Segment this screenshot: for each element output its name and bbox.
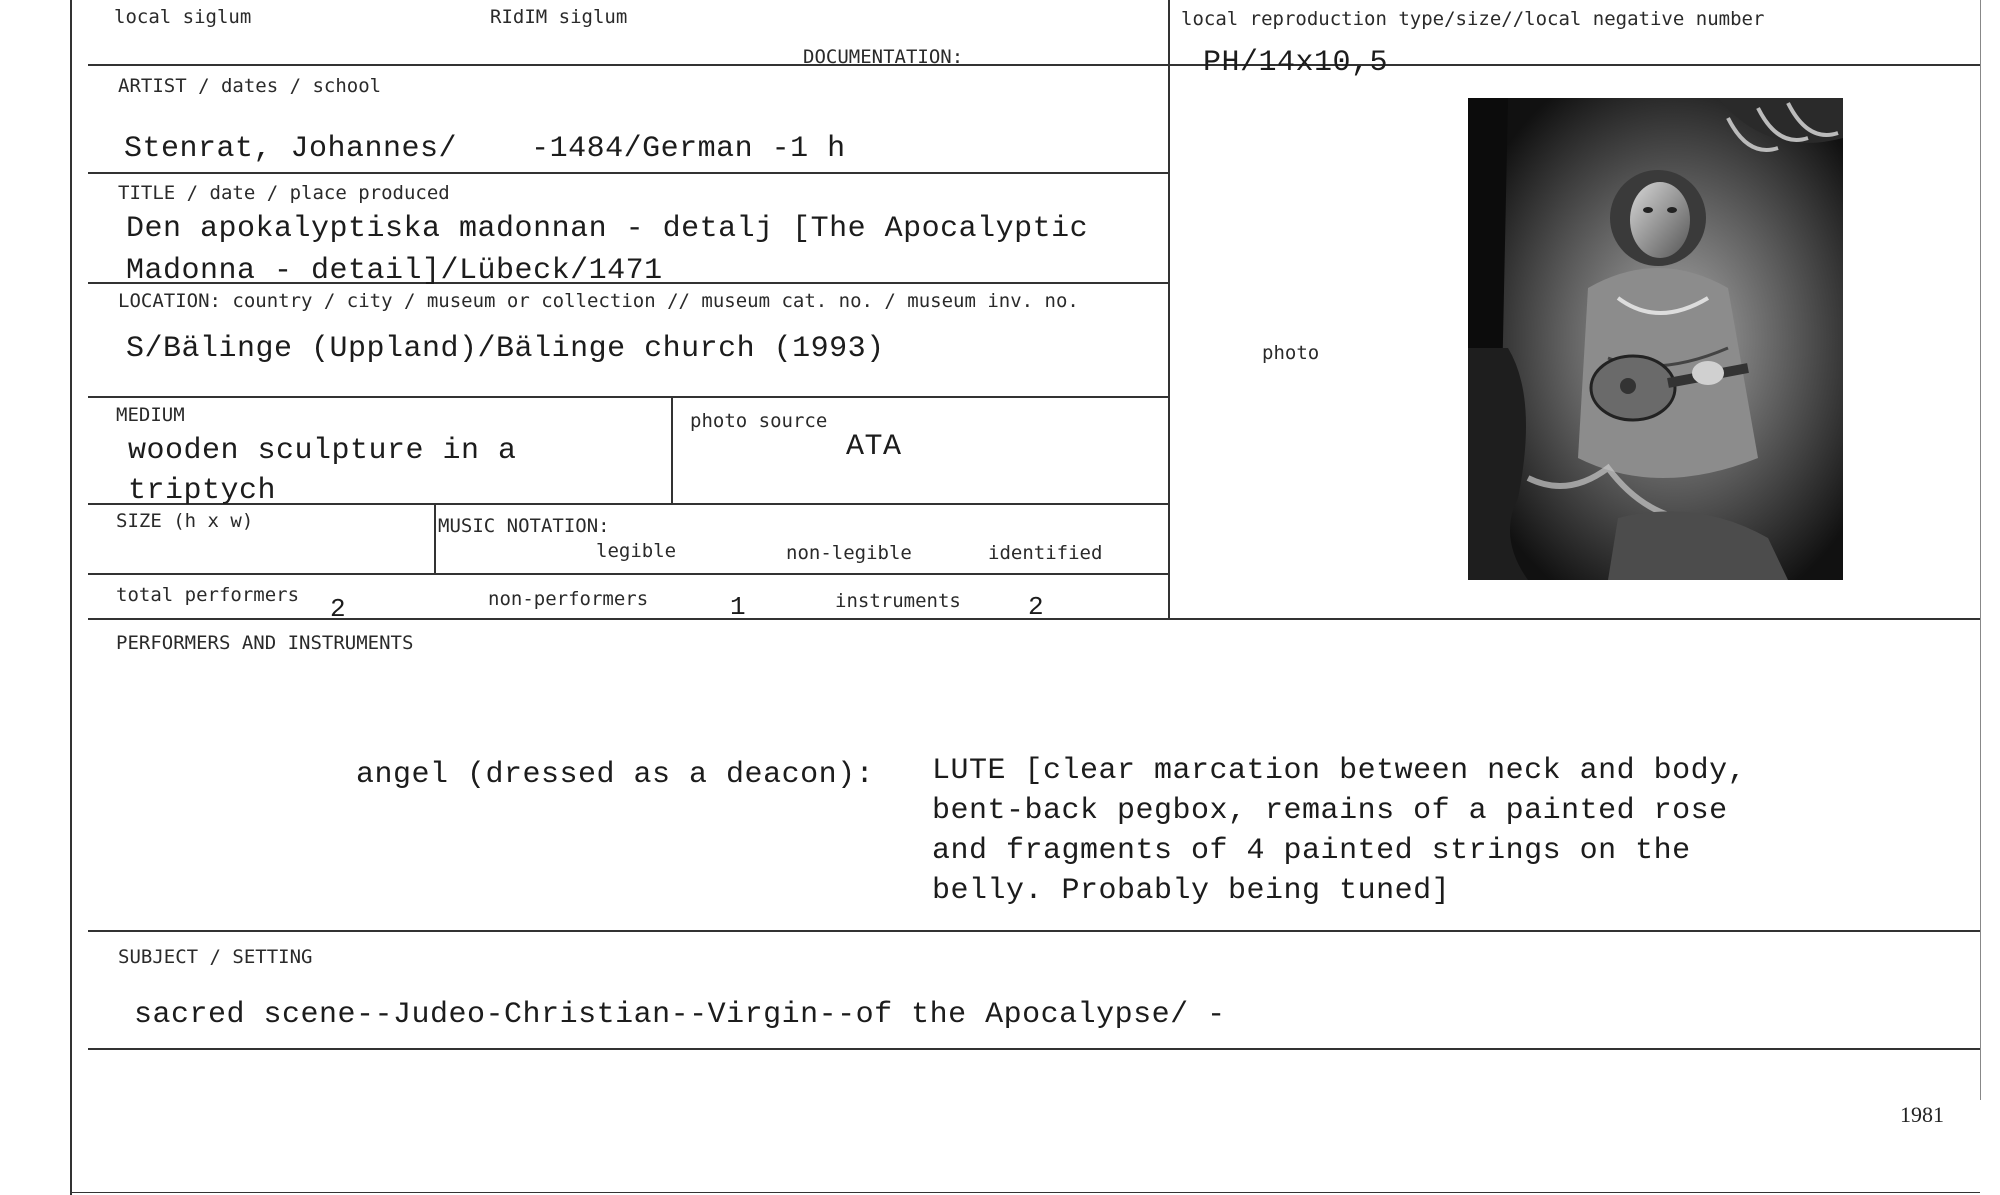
- artist-value: Stenrat, Johannes/ -1484/German -1 h: [124, 132, 846, 166]
- location-label: LOCATION: country / city / museum or collection // museum cat. no. / museum inv. no.: [118, 290, 1079, 312]
- total-performers-value: 2: [330, 594, 347, 624]
- title-line-1: Den apokalyptiska madonnan - detalj [The Apocalyptic: [126, 212, 1089, 246]
- title-line-2: Madonna - detail]/Lübeck/1471: [126, 254, 663, 288]
- rule-performers: [88, 930, 1980, 932]
- total-performers-label: total performers: [116, 584, 300, 606]
- photo-angel-with-lute: [1468, 98, 1843, 580]
- identified-label: identified: [988, 542, 1103, 564]
- ridim-siglum-label: RIdIM siglum: [490, 6, 628, 28]
- instruments-label: instruments: [835, 590, 961, 612]
- performers-lead: angel (dressed as a deacon):: [356, 758, 875, 792]
- performers-line-2: bent-back pegbox, remains of a painted rose: [932, 794, 1728, 828]
- size-divider: [434, 503, 436, 573]
- location-value: S/Bälinge (Uppland)/Bälinge church (1993): [126, 332, 885, 366]
- rule-location: [88, 396, 1168, 398]
- instruments-value: 2: [1028, 592, 1045, 622]
- performers-line-3: and fragments of 4 painted strings on the: [932, 834, 1691, 868]
- performers-label: PERFORMERS AND INSTRUMENTS: [116, 632, 414, 654]
- rule-size: [88, 573, 1168, 575]
- rule-subject: [88, 1048, 1980, 1050]
- rule-bottom: [70, 1192, 1980, 1193]
- photo-source-label: photo source: [690, 410, 828, 432]
- performers-line-1: LUTE [clear marcation between neck and body,: [932, 754, 1747, 788]
- photo-label: photo: [1262, 342, 1320, 364]
- subject-label: SUBJECT / SETTING: [118, 946, 313, 968]
- medium-divider: [671, 396, 673, 503]
- center-divider: [1168, 0, 1170, 620]
- medium-line-2: triptych: [128, 474, 277, 508]
- artist-label: ARTIST / dates / school: [118, 75, 382, 97]
- left-border: [70, 0, 72, 1195]
- documentation-label: DOCUMENTATION:: [803, 46, 964, 68]
- non-performers-value: 1: [730, 592, 747, 622]
- rule-artist: [88, 172, 1168, 174]
- year-stamp: 1981: [1900, 1102, 1944, 1127]
- performers-line-4: belly. Probably being tuned]: [932, 874, 1451, 908]
- size-label: SIZE (h x w): [116, 510, 254, 532]
- right-border: [1980, 0, 1981, 1100]
- non-performers-label: non-performers: [488, 588, 649, 610]
- music-notation-label: MUSIC NOTATION:: [438, 515, 610, 537]
- title-label: TITLE / date / place produced: [118, 182, 450, 204]
- non-legible-label: non-legible: [786, 542, 912, 564]
- rule-header: [88, 64, 1168, 66]
- medium-line-1: wooden sculpture in a: [128, 434, 517, 468]
- local-siglum-label: local siglum: [114, 6, 252, 28]
- reproduction-label: local reproduction type/size//local negative number: [1181, 8, 1765, 30]
- photo-source-value: ATA: [846, 430, 902, 464]
- subject-value: sacred scene--Judeo-Christian--Virgin--of the Apocalypse/ -: [134, 998, 1226, 1032]
- legible-label: legible: [596, 540, 677, 562]
- medium-label: MEDIUM: [116, 404, 185, 426]
- reproduction-value: PH/14x10,5: [1203, 46, 1389, 80]
